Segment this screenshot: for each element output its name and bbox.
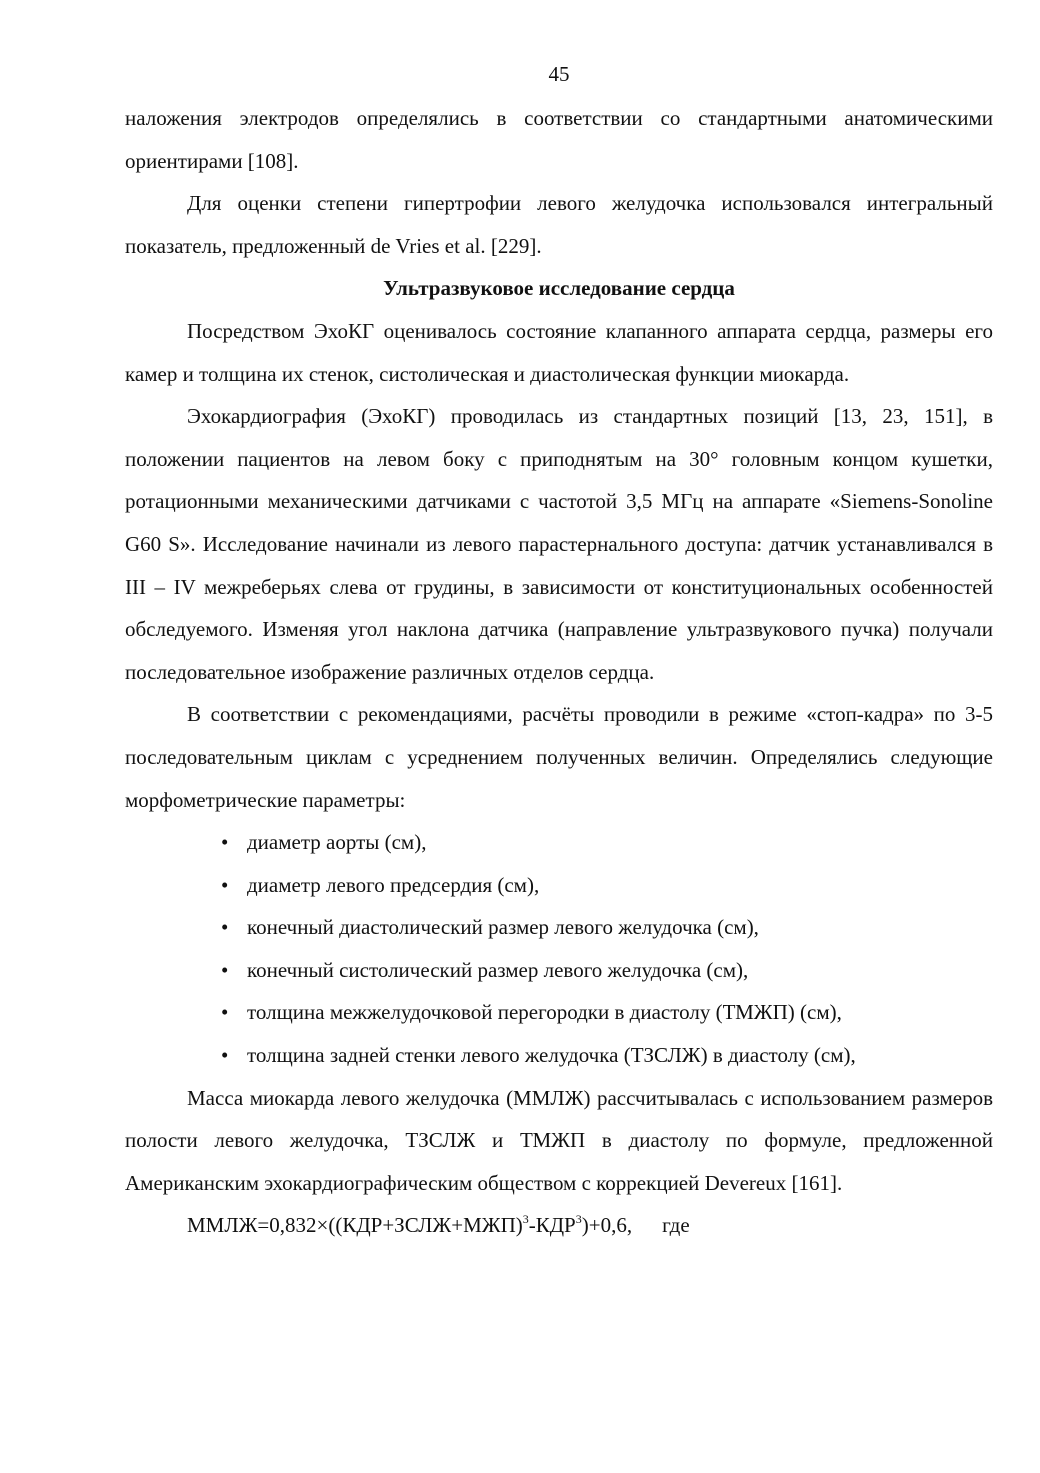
formula-where: где	[662, 1213, 690, 1238]
parameters-list	[125, 821, 993, 1077]
bullet-icon: •	[221, 830, 229, 855]
paragraph-measurement: В соответствии с рекомендациями, расчёты проводили в режиме «стоп-кадра» по 3-5 последовательным циклам с усреднением полученных величин. Определялись следующие морфометрические параметры:	[125, 702, 993, 812]
formula-exponent: 3	[575, 1212, 582, 1227]
list-item	[221, 949, 993, 992]
paragraph-echo-overview: Посредством ЭхоКГ оценивалось состояние клапанного аппарата сердца, размеры его камер и толщина их стенок, систолическая и диастолическая функции миокарда.	[125, 318, 993, 386]
list-item	[221, 1034, 993, 1077]
bullet-icon: •	[221, 957, 229, 982]
paragraph-lv-mass: Масса миокарда левого желудочка (ММЛЖ) рассчитывалась с использованием размеров полости левого желудочка, ТЗСЛЖ и ТМЖП в диастолу по формуле, предложенной Американским эхокардиографическим обществом с коррекцией Devereux [161].	[125, 1085, 993, 1195]
formula-part: -КДР	[528, 1213, 576, 1238]
bullet-icon: •	[221, 1043, 229, 1068]
paragraph-echo-method: Эхокардиография (ЭхоКГ) проводилась из стандартных позиций [13, 23, 151], в положении пациентов на левом боку с приподнятым на 30° головным концом кушетки, ротационными механическими датчиками с частотой 3,5 МГц на аппарате «Siemens-Sonoline G60 S». Исследование начинали из левого парастернального доступа: датчик устанавливался в III – IV межреберьях слева от грудины, в зависимости от конституциональных особенностей обследуемого. Изменяя угол наклона датчика (направление ультразвукового пучка) получали последовательное изображение различных отделов сердца.	[125, 404, 993, 684]
list-item	[221, 864, 993, 907]
list-item-text: диаметр левого предсердия (см),	[247, 872, 540, 897]
list-item-text: диаметр аорты (см),	[247, 830, 427, 855]
section-heading: Ультразвуковое исследование сердца	[383, 276, 735, 301]
formula-exponent: 3	[522, 1212, 529, 1227]
paragraph-hypertrophy-index: Для оценки степени гипертрофии левого желудочка использовался интегральный показатель, предложенный de Vries et al. [229].	[125, 191, 993, 258]
formula-part: ММЛЖ=0,832×((КДР+ЗСЛЖ+МЖП)	[187, 1213, 523, 1238]
list-item	[221, 821, 993, 864]
list-item-text: конечный систолический размер левого желудочка (см),	[247, 957, 749, 982]
list-item-text: толщина задней стенки левого желудочка (ТЗСЛЖ) в диастолу (см),	[247, 1043, 856, 1068]
list-item-text: толщина межжелудочковой перегородки в диастолу (ТМЖП) (см),	[247, 1000, 842, 1025]
bullet-icon: •	[221, 1000, 229, 1025]
bullet-icon: •	[221, 872, 229, 897]
formula-part: )+0,6,	[581, 1213, 633, 1238]
lv-mass-formula	[125, 1204, 993, 1247]
paragraph-electrodes: наложения электродов определялись в соответствии со стандартными анатомическими ориентирами [108].	[125, 106, 993, 173]
list-item	[221, 991, 993, 1034]
document-body	[125, 97, 993, 1247]
list-item-text: конечный диастолический размер левого желудочка (см),	[247, 915, 759, 940]
page-number: 45	[548, 62, 570, 86]
list-item	[221, 906, 993, 949]
bullet-icon: •	[221, 915, 229, 940]
